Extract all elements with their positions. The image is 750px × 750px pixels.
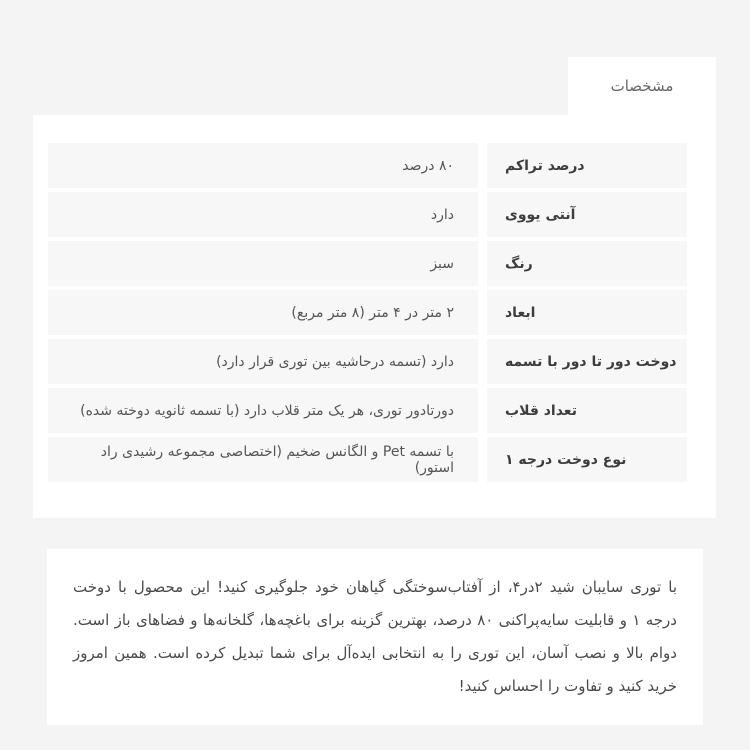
spec-value: دارد <box>48 192 478 237</box>
spec-label: تعداد قلاب <box>487 388 687 433</box>
spec-value: ۲ متر در ۴ متر (۸ متر مربع) <box>48 290 478 335</box>
product-description: با توری سایبان شید ۲در۴، از آفتاب‌سوختگی گیاهان خود جلوگیری کنید! این محصول با دوخت درجه ۱ و قابلیت سایه‌پراکنی ۸۰ درصد، بهترین گزینه برای باغچه‌ها، گلخانه‌ها و فضاهای باز است. دوام بالا و نصب آسان، این توری را به انتخابی ایده‌آل برای شما تبدیل کرده است. همین امروز خرید کنید و تفاوت را احساس کنید! <box>47 549 703 725</box>
table-row <box>48 388 687 433</box>
spec-value: سبز <box>48 241 478 286</box>
product-tabs <box>0 0 750 115</box>
tab-specifications[interactable]: مشخصات <box>568 57 716 115</box>
spec-label: آنتی یووی <box>487 192 687 237</box>
specifications-card <box>33 115 716 518</box>
spec-label: ابعاد <box>487 290 687 335</box>
spec-label: دوخت دور تا دور با تسمه <box>487 339 687 384</box>
spec-label: نوع دوخت درجه ۱ <box>487 437 687 482</box>
table-row <box>48 241 687 286</box>
spec-value: ۸۰ درصد <box>48 143 478 188</box>
table-row <box>48 290 687 335</box>
spec-label: رنگ <box>487 241 687 286</box>
table-row <box>48 339 687 384</box>
table-row <box>48 143 687 188</box>
table-row <box>48 437 687 482</box>
spec-value: دارد (تسمه درحاشیه بین توری قرار دارد) <box>48 339 478 384</box>
table-row <box>48 192 687 237</box>
spec-value: دورتادور توری، هر یک متر قلاب دارد (با تسمه ثانویه دوخته شده) <box>48 388 478 433</box>
spec-label: درصد تراکم <box>487 143 687 188</box>
spec-value: با تسمه Pet و الگانس ضخیم (اختصاصی مجموعه رشیدی راد استور) <box>48 437 478 482</box>
